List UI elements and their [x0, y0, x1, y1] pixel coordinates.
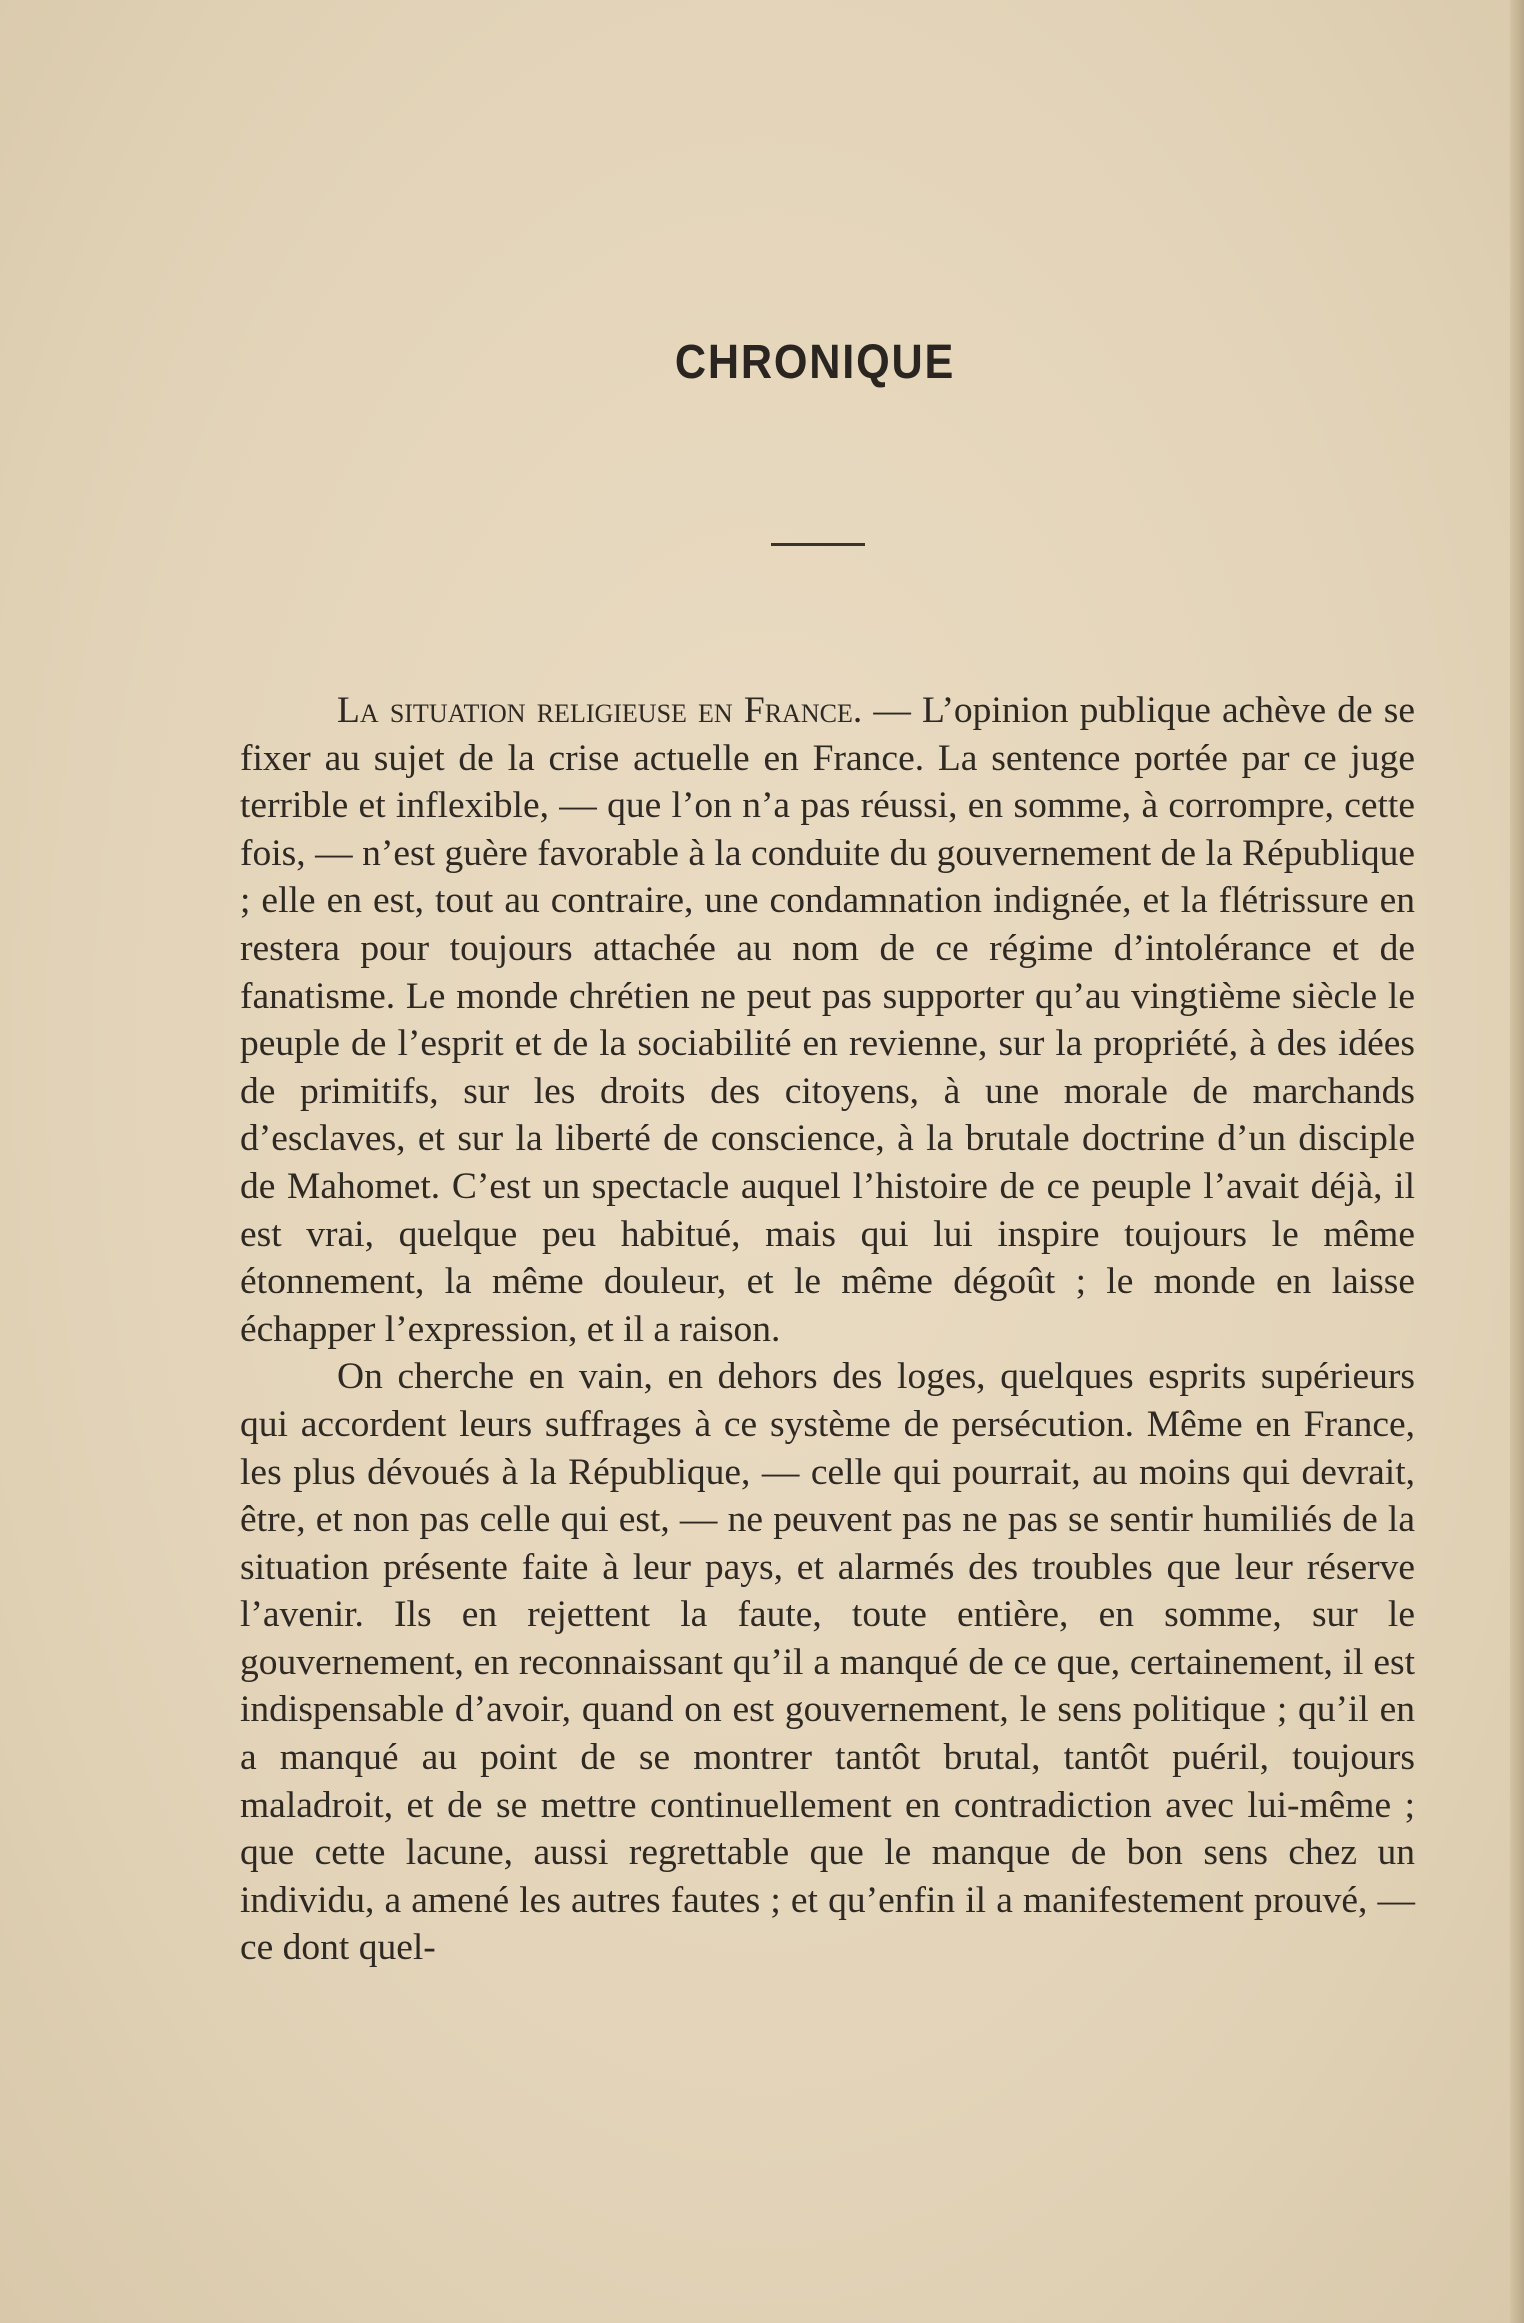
- title-divider: [771, 543, 865, 546]
- paragraph-1-text: — L’opinion publique achève de se fixer au sujet de la crise actuelle en France. La sentence portée par ce juge terrible et inflexible, — que l’on n’a pas réussi, en somme, à corrompre, cette fois, — n’est guère favorable à la conduite du gouvernement de la République ; elle en est, tout au contraire, une condamnation indignée, et la flétrissure en restera pour toujours attachée au nom de ce régime d’intolérance et de fanatisme. Le monde chrétien ne peut pas supporter qu’au vingtième siècle le peuple de l’esprit et de la sociabilité en revienne, sur la propriété, à des idées de primitifs, sur les droits des citoyens, à une morale de marchands d’esclaves, et sur la liberté de conscience, à la brutale doctrine d’un disciple de Mahomet. C’est un spectacle auquel l’histoire de ce peuple l’avait déjà, il est vrai, quelque peu habitué, mais qui lui inspire toujours le même étonnement, la même douleur, et le même dégoût ; le monde en laisse échapper l’expression, et il a raison.: [240, 690, 1415, 1350]
- article-body: [240, 687, 1415, 1972]
- section-heading: La situation religieuse en France.: [337, 690, 863, 731]
- paragraph-2: On cherche en vain, en dehors des loges, quelques esprits supérieurs qui accordent leurs suffrages à ce système de persécution. Même en France, les plus dévoués à la République, — celle qui pourrait, au moins qui devrait, être, et non pas celle qui est, — ne peuvent pas ne pas se sentir humiliés de la situation présente faite à leur pays, et alarmés des troubles que leur réserve l’avenir. Ils en rejettent la faute, toute entière, en somme, sur le gouvernement, en reconnaissant qu’il a manqué de ce que, certainement, il est indispensable d’avoir, quand on est gouvernement, le sens politique ; qu’il en a manqué au point de se montrer tantôt brutal, tantôt puéril, toujours maladroit, et de se mettre continuellement en contradiction avec lui-même ; que cette lacune, aussi regrettable que le manque de bon sens chez un individu, a amené les autres fautes ; et qu’enfin il a manifestement prouvé, — ce dont quel-: [240, 1356, 1415, 1969]
- paragraph-1: [240, 687, 1415, 1353]
- page-title: CHRONIQUE: [674, 336, 956, 389]
